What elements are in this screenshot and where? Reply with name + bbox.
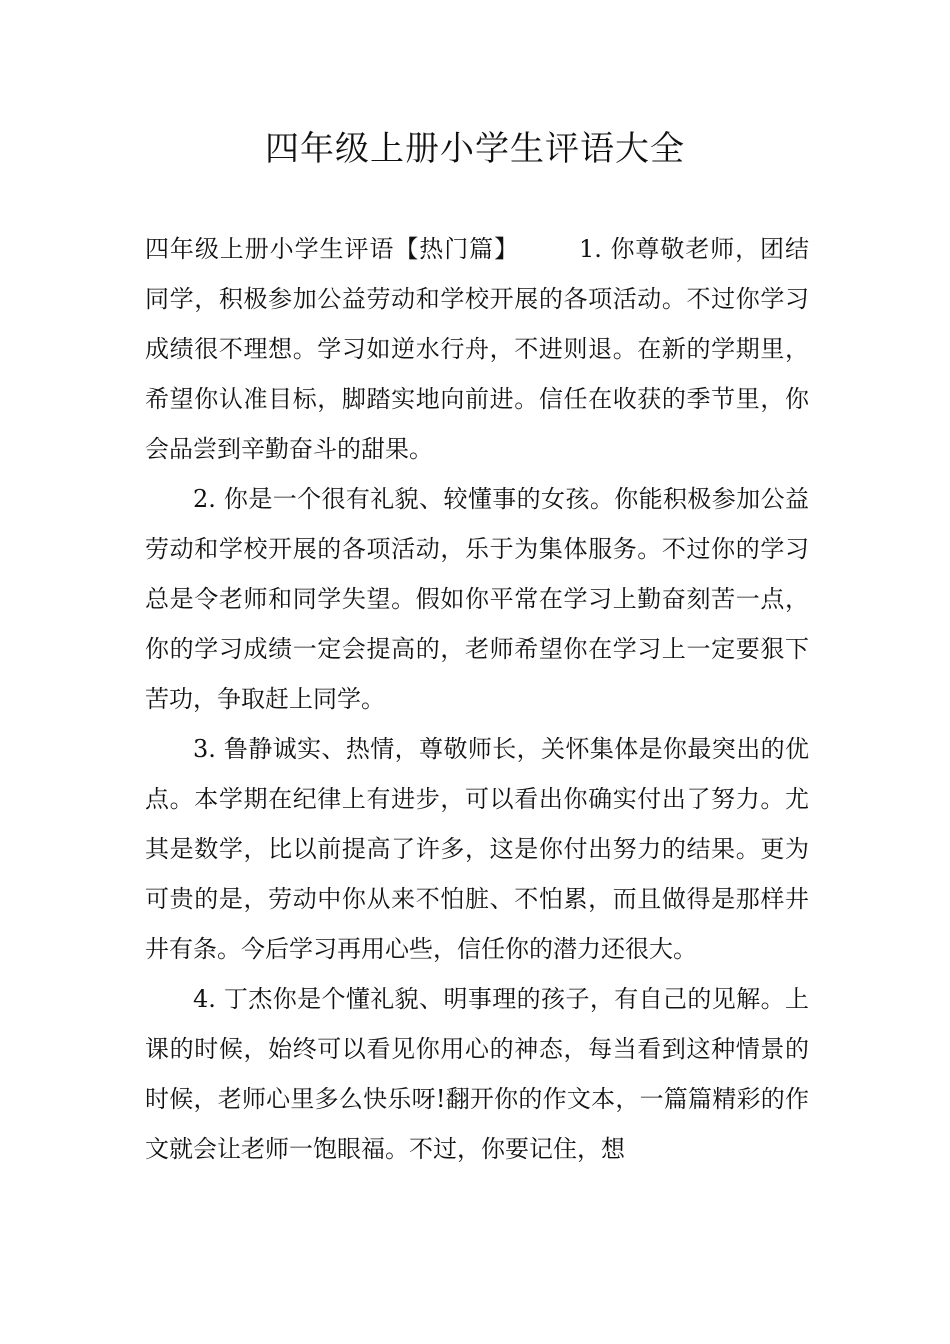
section-heading: 四年级上册小学生评语【热门篇】 — [145, 235, 519, 263]
paragraph-3 — [145, 724, 809, 974]
document-title: 四年级上册小学生评语大全 — [265, 129, 685, 169]
paragraph-4 — [145, 974, 809, 1174]
document-body — [145, 224, 809, 1174]
paragraph-1 — [145, 224, 809, 474]
paragraph-text: 2. 你是一个很有礼貌、较懂事的女孩。你能积极参加公益劳动和学校开展的各项活动，乐于为集体服务。不过你的学习总是令老师和同学失望。假如你平常在学习上勤奋刻苦一点，你的学习成绩一定会提高的，老师希望你在学习上一定要狠下苦功，争取赶上同学。 — [145, 485, 809, 713]
paragraph-text: 1. 你尊敬老师，团结同学，积极参加公益劳动和学校开展的各项活动。不过你学习成绩很不理想。学习如逆水行舟，不进则退。在新的学期里，希望你认准目标，脚踏实地向前进。信任在收获的季节里，你会品尝到辛勤奋斗的甜果。 — [145, 235, 809, 463]
paragraph-text: 4. 丁杰你是个懂礼貌、明事理的孩子，有自己的见解。上课的时候，始终可以看见你用心的神态，每当看到这种情景的时候，老师心里多么快乐呀!翻开你的作文本，一篇篇精彩的作文就会让老师一饱眼福。不过，你要记住，想 — [145, 985, 809, 1163]
paragraph-text: 3. 鲁静诚实、热情，尊敬师长，关怀集体是你最突出的优点。本学期在纪律上有进步，可以看出你确实付出了努力。尤其是数学，比以前提高了许多，这是你付出努力的结果。更为可贵的是，劳动中你从来不怕脏、不怕累，而且做得是那样井井有条。今后学习再用心些，信任你的潜力还很大。 — [145, 735, 809, 963]
paragraph-2 — [145, 474, 809, 724]
